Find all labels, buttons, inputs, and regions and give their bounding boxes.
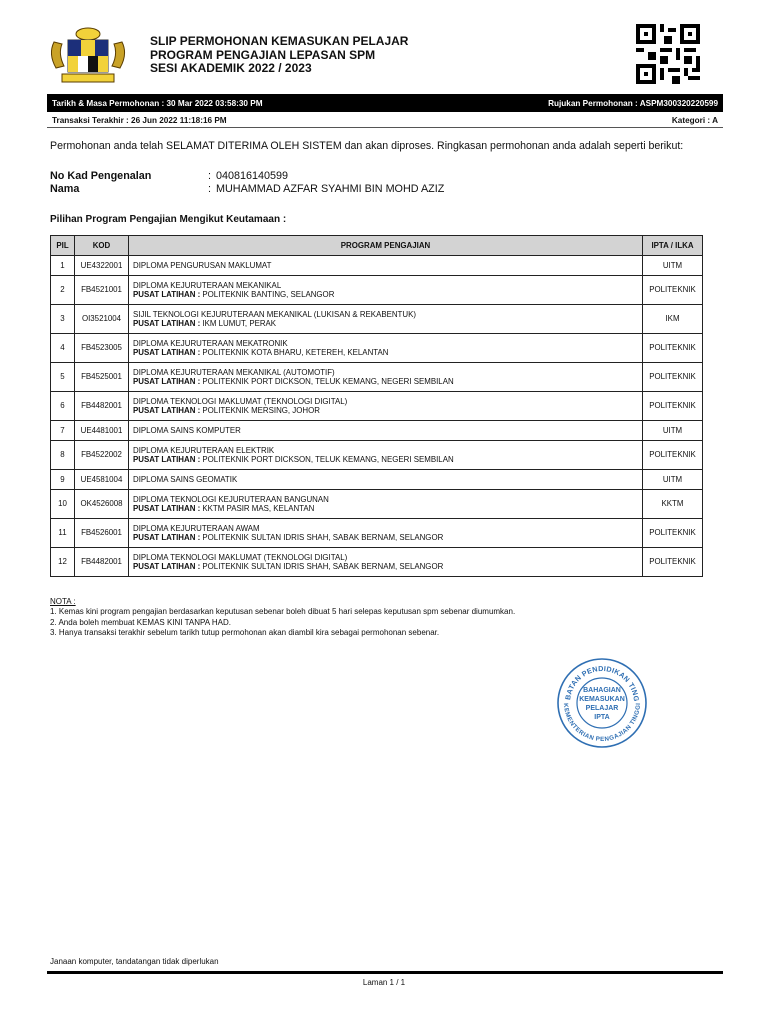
training-centre-value: POLITEKNIK MERSING, JOHOR bbox=[200, 406, 320, 415]
application-info-bar bbox=[47, 94, 723, 112]
program-name: DIPLOMA TEKNOLOGI MAKLUMAT (TEKNOLOGI DIGITAL) bbox=[133, 552, 348, 562]
note-item-1: 1. Kemas kini program pengajian berdasarkan keputusan sebenar boleh dibuat 5 hari selepas keputusan spm sebenar diumumkan. bbox=[50, 607, 516, 617]
training-centre-label: PUSAT LATIHAN : bbox=[133, 319, 201, 328]
training-centre bbox=[133, 533, 638, 543]
cell-program bbox=[129, 548, 643, 577]
table-row bbox=[51, 276, 703, 305]
cell-kod: FB4526001 bbox=[75, 519, 129, 548]
cell-kod: UE4581004 bbox=[75, 470, 129, 490]
note-item-2: 2. Anda boleh membuat KEMAS KINI TANPA HAD. bbox=[50, 617, 231, 627]
transaction-info-bar bbox=[47, 114, 723, 128]
header-pil: PIL bbox=[51, 236, 75, 256]
program-name: DIPLOMA KEJURUTERAAN MEKATRONIK bbox=[133, 338, 288, 348]
cell-ipta: POLITEKNIK bbox=[643, 519, 703, 548]
table-row bbox=[51, 441, 703, 470]
cell-pil: 12 bbox=[51, 548, 75, 577]
training-centre-value: IKM LUMUT, PERAK bbox=[200, 319, 277, 328]
training-centre bbox=[133, 406, 638, 416]
table-header-row bbox=[51, 236, 703, 256]
training-centre-label: PUSAT LATIHAN : bbox=[133, 377, 201, 386]
stamp-outer-top: BATAN PENDIDIKAN TING bbox=[563, 663, 642, 703]
intro-text: Permohonan anda telah SELAMAT DITERIMA OLEH SISTEM dan akan diproses. Ringkasan permohonan anda adalah seperti berikut: bbox=[50, 140, 684, 152]
training-centre-value: POLITEKNIK SULTAN IDRIS SHAH, SABAK BERNAM, SELANGOR bbox=[200, 533, 444, 542]
document-title bbox=[150, 35, 408, 76]
cell-kod: FB4521001 bbox=[75, 276, 129, 305]
header-program: PROGRAM PENGAJIAN bbox=[129, 236, 643, 256]
title-line-2: PROGRAM PENGAJIAN LEPASAN SPM bbox=[150, 47, 376, 62]
cell-pil: 7 bbox=[51, 421, 75, 441]
cell-kod: FB4523005 bbox=[75, 334, 129, 363]
training-centre-label: PUSAT LATIHAN : bbox=[133, 562, 201, 571]
program-table bbox=[50, 235, 703, 577]
training-centre bbox=[133, 504, 638, 514]
cell-ipta: POLITEKNIK bbox=[643, 392, 703, 421]
cell-program bbox=[129, 470, 643, 490]
table-row bbox=[51, 548, 703, 577]
training-centre-label: PUSAT LATIHAN : bbox=[133, 533, 201, 542]
cell-ipta: UITM bbox=[643, 256, 703, 276]
cell-kod: UE4322001 bbox=[75, 256, 129, 276]
training-centre-value: POLITEKNIK BANTING, SELANGOR bbox=[200, 290, 335, 299]
cell-pil: 1 bbox=[51, 256, 75, 276]
table-row bbox=[51, 363, 703, 392]
training-centre bbox=[133, 562, 638, 572]
program-name: SIJIL TEKNOLOGI KEJURUTERAAN MEKANIKAL (LUKISAN & REKABENTUK) bbox=[133, 309, 416, 319]
cell-kod: OI3521004 bbox=[75, 305, 129, 334]
section-title: Pilihan Program Pengajian Mengikut Keutamaan : bbox=[50, 214, 287, 225]
training-centre-label: PUSAT LATIHAN : bbox=[133, 455, 201, 464]
name-value: MUHAMMAD AZFAR SYAHMI BIN MOHD AZIZ bbox=[216, 183, 445, 195]
cell-program bbox=[129, 441, 643, 470]
cell-program bbox=[129, 363, 643, 392]
cell-ipta: UITM bbox=[643, 421, 703, 441]
coat-of-arms-icon bbox=[46, 24, 130, 86]
cell-kod: FB4482001 bbox=[75, 392, 129, 421]
program-name: DIPLOMA KEJURUTERAAN MEKANIKAL bbox=[133, 280, 282, 290]
page-number: Laman 1 / 1 bbox=[362, 978, 406, 987]
cell-pil: 5 bbox=[51, 363, 75, 392]
cell-ipta: POLITEKNIK bbox=[643, 363, 703, 392]
cell-pil: 2 bbox=[51, 276, 75, 305]
note-item-3: 3. Hanya transaksi terakhir sebelum tarikh tutup permohonan akan diambil kira sebagai permohonan sebenar. bbox=[50, 628, 440, 638]
last-transaction: Transaksi Terakhir : 26 Jun 2022 11:18:16 PM bbox=[52, 116, 227, 125]
notes-heading: NOTA : bbox=[50, 597, 76, 606]
cell-program bbox=[129, 276, 643, 305]
stamp-inner-1: BAHAGIAN bbox=[583, 687, 621, 694]
training-centre bbox=[133, 377, 638, 387]
cell-pil: 3 bbox=[51, 305, 75, 334]
category: Kategori : A bbox=[671, 116, 718, 125]
ic-value: 040816140599 bbox=[216, 170, 289, 182]
cell-ipta: POLITEKNIK bbox=[643, 441, 703, 470]
title-line-1: SLIP PERMOHONAN KEMASUKAN PELAJAR bbox=[150, 34, 409, 48]
stamp-inner-4: IPTA bbox=[594, 714, 610, 721]
training-centre bbox=[133, 319, 638, 329]
stamp-inner-3: PELAJAR bbox=[585, 705, 619, 712]
training-centre-label: PUSAT LATIHAN : bbox=[133, 348, 201, 357]
cell-ipta: POLITEKNIK bbox=[643, 548, 703, 577]
footer-note: Janaan komputer, tandatangan tidak diperlukan bbox=[50, 957, 219, 966]
stamp-inner-2: KEMASUKAN bbox=[579, 696, 625, 703]
official-stamp bbox=[556, 657, 648, 749]
table-row bbox=[51, 392, 703, 421]
table-row bbox=[51, 305, 703, 334]
program-name: DIPLOMA TEKNOLOGI KEJURUTERAAN BANGUNAN bbox=[133, 494, 329, 504]
training-centre-label: PUSAT LATIHAN : bbox=[133, 504, 201, 513]
cell-pil: 8 bbox=[51, 441, 75, 470]
table-row bbox=[51, 334, 703, 363]
cell-program bbox=[129, 421, 643, 441]
program-name: DIPLOMA PENGURUSAN MAKLUMAT bbox=[133, 260, 272, 270]
cell-pil: 9 bbox=[51, 470, 75, 490]
training-centre-value: POLITEKNIK PORT DICKSON, TELUK KEMANG, NEGERI SEMBILAN bbox=[200, 377, 454, 386]
cell-ipta: KKTM bbox=[643, 490, 703, 519]
training-centre-value: KKTM PASIR MAS, KELANTAN bbox=[200, 504, 315, 513]
cell-program bbox=[129, 334, 643, 363]
cell-kod: UE4481001 bbox=[75, 421, 129, 441]
cell-program bbox=[129, 490, 643, 519]
program-name: DIPLOMA SAINS KOMPUTER bbox=[133, 425, 241, 435]
training-centre-label: PUSAT LATIHAN : bbox=[133, 406, 201, 415]
training-centre-label: PUSAT LATIHAN : bbox=[133, 290, 201, 299]
cell-ipta: IKM bbox=[643, 305, 703, 334]
cell-pil: 6 bbox=[51, 392, 75, 421]
cell-program bbox=[129, 392, 643, 421]
cell-program bbox=[129, 305, 643, 334]
training-centre bbox=[133, 455, 638, 465]
cell-ipta: UITM bbox=[643, 470, 703, 490]
application-datetime: Tarikh & Masa Permohonan : 30 Mar 2022 03:58:30 PM bbox=[52, 98, 263, 108]
training-centre-value: POLITEKNIK SULTAN IDRIS SHAH, SABAK BERNAM, SELANGOR bbox=[200, 562, 444, 571]
training-centre bbox=[133, 290, 638, 300]
cell-pil: 11 bbox=[51, 519, 75, 548]
table-row bbox=[51, 519, 703, 548]
name-label: Nama bbox=[50, 183, 80, 195]
table-row bbox=[51, 490, 703, 519]
training-centre-value: POLITEKNIK PORT DICKSON, TELUK KEMANG, NEGERI SEMBILAN bbox=[200, 455, 454, 464]
training-centre-value: POLITEKNIK KOTA BHARU, KETEREH, KELANTAN bbox=[200, 348, 389, 357]
name-colon: : bbox=[208, 183, 211, 195]
cell-kod: FB4522002 bbox=[75, 441, 129, 470]
program-name: DIPLOMA KEJURUTERAAN ELEKTRIK bbox=[133, 445, 275, 455]
program-name: DIPLOMA TEKNOLOGI MAKLUMAT (TEKNOLOGI DIGITAL) bbox=[133, 396, 348, 406]
cell-ipta: POLITEKNIK bbox=[643, 334, 703, 363]
cell-kod: FB4482001 bbox=[75, 548, 129, 577]
header-ipta: IPTA / ILKA bbox=[643, 236, 703, 256]
cell-kod: FB4525001 bbox=[75, 363, 129, 392]
notes bbox=[50, 597, 515, 639]
cell-pil: 4 bbox=[51, 334, 75, 363]
qr-code-icon bbox=[636, 24, 700, 84]
header-kod: KOD bbox=[75, 236, 129, 256]
cell-program bbox=[129, 256, 643, 276]
cell-pil: 10 bbox=[51, 490, 75, 519]
table-row bbox=[51, 470, 703, 490]
footer-divider bbox=[47, 971, 723, 974]
program-name: DIPLOMA SAINS GEOMATIK bbox=[133, 474, 238, 484]
cell-ipta: POLITEKNIK bbox=[643, 276, 703, 305]
table-row bbox=[51, 256, 703, 276]
ic-label: No Kad Pengenalan bbox=[50, 170, 152, 182]
cell-program bbox=[129, 519, 643, 548]
ic-colon: : bbox=[208, 170, 211, 182]
program-name: DIPLOMA KEJURUTERAAN MEKANIKAL (AUTOMOTIF) bbox=[133, 367, 335, 377]
stamp-outer-bottom: KEMENTERIAN PENGAJIAN TINGGI bbox=[561, 702, 643, 744]
training-centre bbox=[133, 348, 638, 358]
title-line-3: SESI AKADEMIK 2022 / 2023 bbox=[150, 61, 312, 75]
table-row bbox=[51, 421, 703, 441]
cell-kod: OK4526008 bbox=[75, 490, 129, 519]
program-name: DIPLOMA KEJURUTERAAN AWAM bbox=[133, 523, 260, 533]
application-reference: Rujukan Permohonan : ASPM300320220599 bbox=[548, 98, 718, 108]
